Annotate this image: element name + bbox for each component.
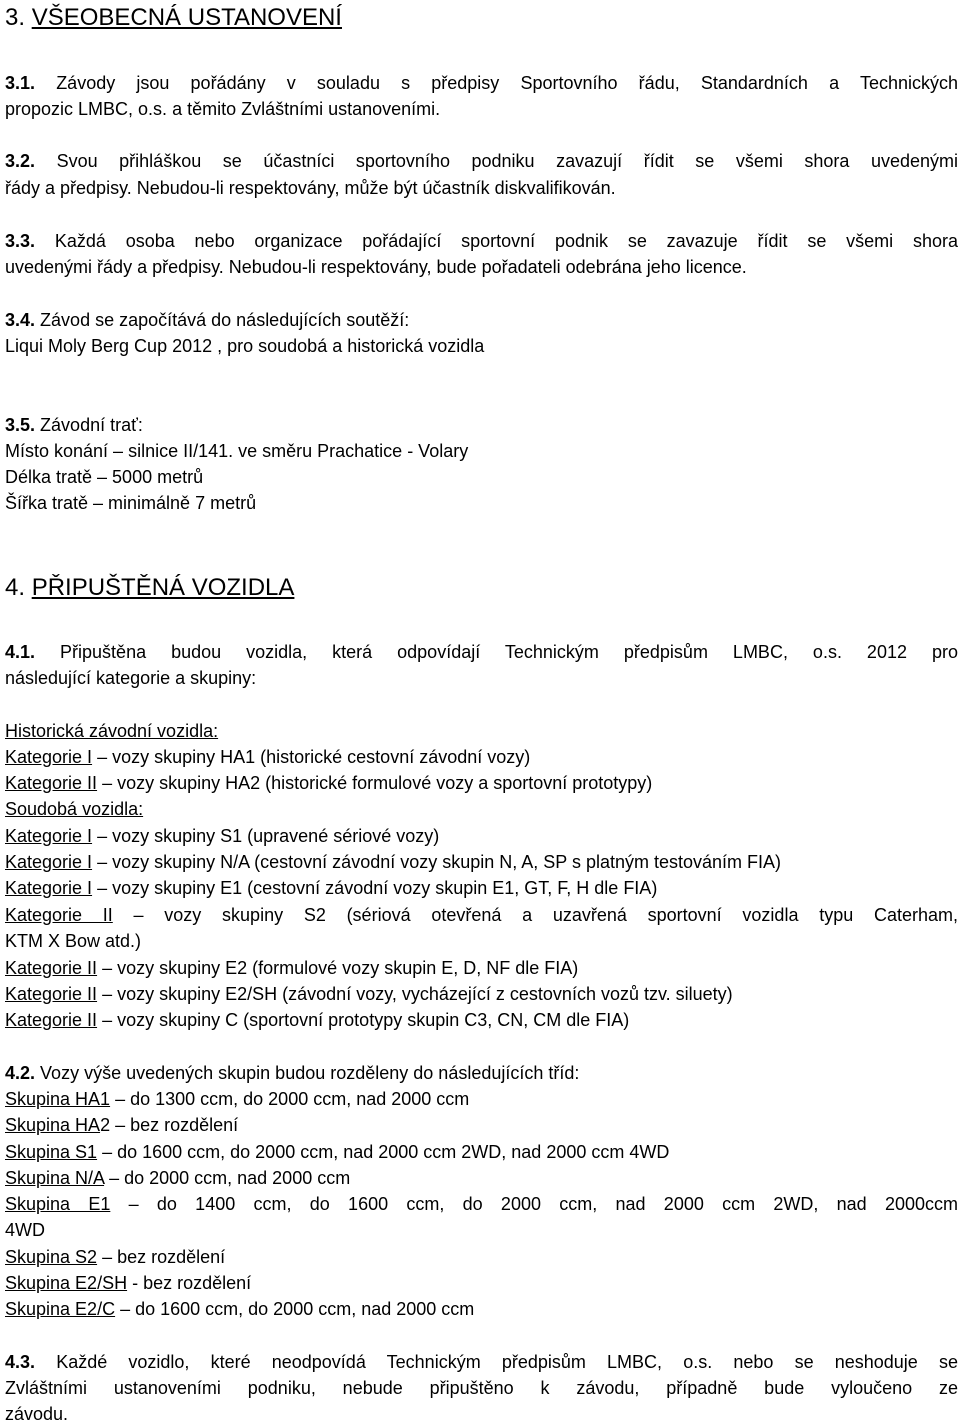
category-line [5,746,958,768]
paragraph-3-5-line-1 [5,414,958,436]
paragraph-3-4-line-1 [5,309,958,331]
group-description: – do 1600 ccm, do 2000 ccm, nad 2000 ccm [115,1299,475,1319]
modern-vehicles-heading: Soudobá vozidla: [5,799,144,819]
section-4-number: 4. [5,574,26,601]
paragraph-4-1-text: Připuštěna budou vozidla, která odpovídají Technickým předpisům LMBC, o.s. 2012 pro [60,642,958,662]
category-description: – vozy skupiny E1 (cestovní závodní vozy skupin E1, GT, F, H dle FIA) [97,878,658,898]
paragraph-3-1-text: Závody jsou pořádány v souladu s předpisy Sportovního řádu, Standardních a Technických [56,73,958,93]
paragraph-4-3-line-2: Zvláštními ustanoveními podniku, nebude připuštěno k závodu, případně bude vyloučeno ze [5,1378,958,1398]
paragraph-3-2-number: 3.2. [5,151,36,171]
group-label: Skupina N/A [5,1168,105,1188]
paragraph-3-5-text: Závodní trať: [40,415,143,435]
category-description: – vozy skupiny S1 (upravené sériové vozy) [97,826,440,846]
group-line [5,1193,958,1215]
category-description-continued: KTM X Bow atd.) [5,931,142,951]
category-line [5,851,958,873]
category-label: Kategorie II [5,958,98,978]
category-line [5,983,958,1005]
category-label: Kategorie I [5,852,93,872]
category-line [5,904,958,926]
paragraph-4-3-text: Každé vozidlo, které neodpovídá Technickým předpisům LMBC, o.s. nebo se neshoduje se [56,1352,958,1372]
group-description-continued: 4WD [5,1220,45,1240]
category-label: Kategorie II [5,1010,98,1030]
group-description: – do 1600 ccm, do 2000 ccm, nad 2000 ccm 2WD, nad 2000 ccm 4WD [97,1142,670,1162]
paragraph-3-3-text: Každá osoba nebo organizace pořádající sportovní podnik se zavazuje řídit se všemi shora [54,231,958,251]
paragraph-3-2-line-2: řády a předpisy. Nebudou-li respektovány, může být účastník diskvalifikován. [5,178,616,198]
track-width: Šířka tratě – minimálně 7 metrů [5,493,257,513]
section-3-heading [5,4,342,32]
paragraph-3-4-line-2: Liqui Moly Berg Cup 2012 , pro soudobá a historická vozidla [5,336,485,356]
group-description: – do 1400 ccm, do 1600 ccm, do 2000 ccm, nad 2000 ccm 2WD, nad 2000ccm [110,1194,958,1214]
group-label: Skupina S2 [5,1247,98,1267]
category-line [5,957,958,979]
section-3-title: VŠEOBECNÁ USTANOVENÍ [31,4,342,31]
category-label: Kategorie II [5,905,113,925]
paragraph-4-2-text: Vozy výše uvedených skupin budou rozděleny do následujících tříd: [40,1063,580,1083]
group-description: - bez rozdělení [127,1273,252,1293]
group-label: Skupina E2/C [5,1299,116,1319]
group-label: Skupina HA1 [5,1089,111,1109]
track-length: Délka tratě – 5000 metrů [5,467,204,487]
paragraph-3-1-number: 3.1. [5,73,36,93]
category-label: Kategorie I [5,826,93,846]
group-label: Skupina E2/SH [5,1273,128,1293]
group-line [5,1272,958,1294]
category-label: Kategorie I [5,747,93,767]
paragraph-3-4-text: Závod se započítává do následujících soutěží: [40,310,410,330]
category-description: – vozy skupiny N/A (cestovní závodní vozy skupin N, A, SP s platným testováním FIA) [97,852,782,872]
paragraph-3-3-line-2: uvedenými řády a předpisy. Nebudou-li respektovány, bude pořadateli odebrána jeho licence. [5,257,747,277]
category-description: – vozy skupiny C (sportovní prototypy skupin C3, CN, CM dle FIA) [102,1010,630,1030]
paragraph-3-5-number: 3.5. [5,415,36,435]
paragraph-3-3-number: 3.3. [5,231,36,251]
group-line [5,1114,958,1136]
group-description: – bez rozdělení [110,1115,239,1135]
group-label: Skupina E1 [5,1194,111,1214]
historic-vehicles-heading: Historická závodní vozidla: [5,721,219,741]
category-description: – vozy skupiny E2/SH (závodní vozy, vycházející z cestovních vozů tzv. siluety) [102,984,733,1004]
paragraph-4-3-number: 4.3. [5,1352,36,1372]
paragraph-4-3-line-3: závodu. [5,1404,69,1424]
paragraph-3-2-line-1 [5,150,958,172]
category-line [5,825,958,847]
group-line [5,1167,958,1189]
group-line [5,1088,958,1110]
category-line [5,1009,958,1031]
paragraph-4-2-line-1 [5,1062,958,1084]
category-description: – vozy skupiny HA1 (historické cestovní závodní vozy) [97,747,531,767]
paragraph-4-1-line-2: následující kategorie a skupiny: [5,668,257,688]
group-line [5,1298,958,1320]
paragraph-4-3-line-1 [5,1351,958,1373]
category-label: Kategorie II [5,984,98,1004]
group-line [5,1141,958,1163]
paragraph-4-2-number: 4.2. [5,1063,36,1083]
group-label: Skupina S1 [5,1142,98,1162]
section-3-number: 3. [5,4,26,31]
category-label: Kategorie II [5,773,98,793]
category-line [5,877,958,899]
category-line [5,772,958,794]
paragraph-3-4-number: 3.4. [5,310,36,330]
paragraph-4-1-line-1 [5,641,958,663]
paragraph-4-1-number: 4.1. [5,642,36,662]
paragraph-3-3-line-1 [5,230,958,252]
group-label-suffix: 2 [100,1115,111,1135]
section-4-title: PŘIPUŠTĚNÁ VOZIDLA [31,574,295,601]
section-4-heading [5,574,294,602]
group-description: – do 2000 ccm, nad 2000 ccm [104,1168,351,1188]
category-description: – vozy skupiny S2 (sériová otevřená a uzavřená sportovní vozidla typu Caterham, [133,905,958,925]
group-description: – do 1300 ccm, do 2000 ccm, nad 2000 ccm [110,1089,470,1109]
group-line [5,1246,958,1268]
category-description: – vozy skupiny HA2 (historické formulové vozy a sportovní prototypy) [102,773,653,793]
paragraph-3-2-text: Svou přihláškou se účastníci sportovního podniku zavazují řídit se všemi shora uvedenými [56,151,958,171]
group-description: – bez rozdělení [97,1247,226,1267]
track-location: Místo konání – silnice II/141. ve směru Prachatice - Volary [5,441,469,461]
paragraph-3-1-line-2: propozic LMBC, o.s. a těmito Zvláštními ustanoveními. [5,99,441,119]
paragraph-3-1-line-1 [5,72,958,94]
category-label: Kategorie I [5,878,93,898]
group-label: Skupina HA [5,1115,101,1135]
category-description: – vozy skupiny E2 (formulové vozy skupin E, D, NF dle FIA) [102,958,579,978]
